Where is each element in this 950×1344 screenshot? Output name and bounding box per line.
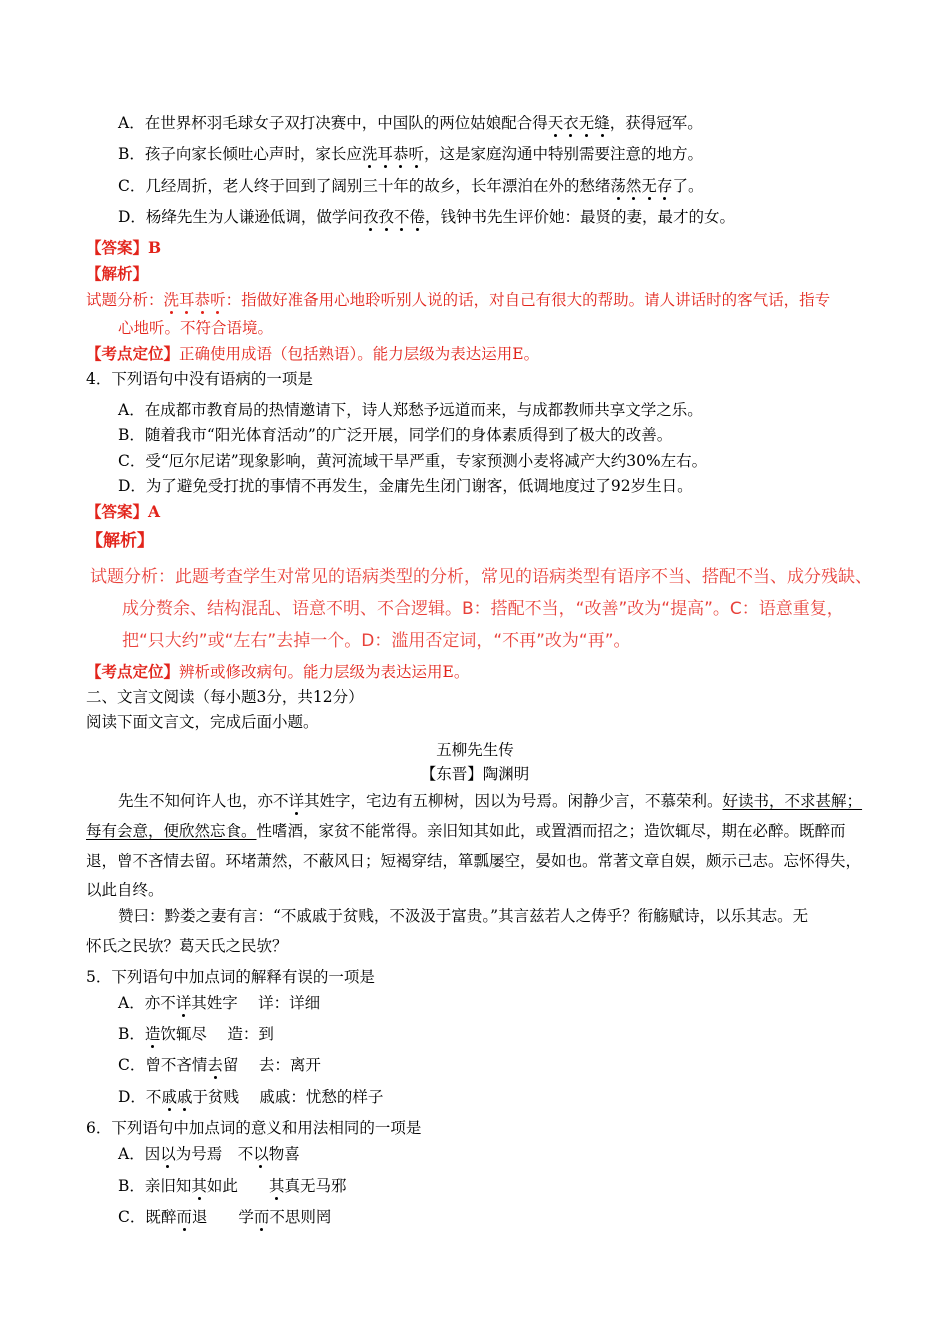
- q4-option-a: A．在成都市教育局的热情邀请下，诗人郑愁予远道而来，与成都教师共享文学之乐。: [118, 401, 703, 419]
- dotted-char: 无: [578, 114, 595, 132]
- q3-answer: 【答案】B: [86, 238, 162, 257]
- q4-option-d: D．为了避免受打扰的事情不再发生，金庸先生闭门谢客，低调地度过了92岁生日。: [118, 477, 693, 495]
- q3-kaodian: 【考点定位】正确使用成语（包括熟语）。能力层级为表达运用E。: [86, 344, 540, 363]
- q3-option-a: A．在世界杯羽毛球女子双打决赛中，中国队的两位姑娘配合得天衣无缝，获得冠军。: [118, 114, 703, 132]
- passage-p1-line4: 以此自终。: [86, 881, 164, 899]
- q3-analysis-label: 【解析】: [86, 264, 149, 283]
- dotted-char: 倦: [409, 208, 425, 226]
- dotted-char: 孜: [362, 208, 379, 226]
- dotted-char: 戚: [176, 1088, 193, 1106]
- q6-option-a: A．因以为号焉 不以物喜: [118, 1145, 300, 1163]
- q5-option-a: A．亦不详其姓字 详：详细: [118, 994, 321, 1012]
- q4-option-b: B．随着我市“阳光体育活动”的广泛开展，同学们的身体素质得到了极大的改善。: [118, 426, 673, 444]
- q5-option-c: C．曾不吝情去留 去：离开: [118, 1056, 321, 1074]
- dotted-char: 恭: [194, 291, 211, 309]
- passage-p1-line3: 退，曾不吝情去留。环堵萧然，不蔽风日；短褐穿结，箪瓢屡空，晏如也。常著文章自娱，颇示己志。忘怀得失，: [86, 852, 862, 870]
- dotted-char: 孜: [378, 208, 394, 226]
- dotted-char: 衣: [563, 114, 579, 132]
- q4-analysis-line2: 成分赘余、结构混乱、语意不明、不合逻辑。B：搭配不当，“改善”改为“提高”。C：语意重复，: [122, 599, 844, 619]
- passage-author: 【东晋】陶渊明: [420, 765, 530, 783]
- dotted-char: 缝: [594, 114, 610, 132]
- passage-p2-line2: 怀氏之民欤？葛天氏之民欤？: [86, 937, 288, 955]
- dotted-idiom: [548, 114, 610, 132]
- dotted-char: 洗: [163, 291, 180, 309]
- q4-analysis-line1: 试题分析：此题考查学生对常见的语病类型的分析，常见的语病类型有语序不当、搭配不当、成分残缺、: [90, 567, 872, 587]
- dotted-char: 荡: [610, 177, 626, 195]
- dotted-char: 听: [408, 145, 424, 163]
- q4-analysis-line3: 把“只大约”或“左右”去掉一个。D：滥用否定词，“不再”改为“再”。: [122, 631, 631, 651]
- dotted-char: 戚: [161, 1088, 177, 1106]
- dotted-idiom: [362, 145, 424, 163]
- q5-option-b: B．造饮辄尽 造：到: [118, 1025, 274, 1043]
- dotted-char: 然: [625, 177, 642, 195]
- dotted-idiom: [164, 291, 226, 309]
- dotted-char: 洗: [361, 145, 378, 163]
- dotted-char: 无: [641, 177, 657, 195]
- dotted-char: 耳: [179, 291, 195, 309]
- q3-analysis-line1: 试题分析：洗耳恭听：指做好准备用心地聆听别人说的话，对自己有很大的帮助。请人讲话时的客气话，指专: [86, 291, 831, 309]
- q4-analysis-label: 【解析】: [86, 531, 154, 551]
- q3-option-d: D．杨绛先生为人谦逊低调，做学问孜孜不倦，钱钟书先生评价她：最贤的妻，最才的女。: [118, 208, 736, 226]
- passage-title: 五柳先生传: [436, 741, 514, 759]
- section2-heading: 二、文言文阅读（每小题3分，共12分）: [86, 688, 364, 706]
- q4-kaodian: 【考点定位】辨析或修改病句。能力层级为表达运用E。: [86, 662, 470, 681]
- q6-option-b: B．亲旧知其如此 其真无马邪: [118, 1177, 347, 1195]
- dotted-idiom: [610, 177, 672, 195]
- dotted-char: 恭: [392, 145, 409, 163]
- q3-option-c: C．几经周折，老人终于回到了阔别三十年的故乡，长年漂泊在外的愁绪荡然无存了。: [118, 177, 704, 195]
- passage-p1-line2: 每有会意，便欣然忘食。性嗜酒，家贫不能常得。亲旧知其如此，或置酒而招之；造饮辄尽，期在必醉。既醉而: [86, 822, 846, 840]
- dotted-char: 天: [547, 114, 564, 132]
- q4-answer: 【答案】A: [86, 502, 161, 521]
- passage-p1-line1: 先生不知何许人也，亦不详其姓字，宅边有五柳树，因以为号焉。闲静少言，不慕荣利。好读书，不求甚解；: [118, 792, 863, 810]
- dotted-word: [161, 1088, 192, 1106]
- q5-stem: 5．下列语句中加点词的解释有误的一项是: [86, 968, 375, 986]
- dotted-char: 听: [210, 291, 226, 309]
- q6-option-c: C．既醉而退 学而不思则罔: [118, 1208, 332, 1226]
- dotted-char: 耳: [377, 145, 393, 163]
- q3-analysis-line2: 心地听。不符合语境。: [118, 319, 274, 337]
- q4-option-c: C．受“厄尔尼诺”现象影响，黄河流域干旱严重，专家预测小麦将减产大约30%左右。: [118, 452, 708, 470]
- q4-stem: 4．下列语句中没有语病的一项是: [86, 370, 313, 388]
- q6-stem: 6．下列语句中加点词的意义和用法相同的一项是: [86, 1119, 422, 1137]
- dotted-char: 存: [656, 177, 673, 195]
- q3-option-b: B．孩子向家长倾吐心声时，家长应洗耳恭听，这是家庭沟通中特别需要注意的地方。: [118, 145, 703, 163]
- q5-option-d: D．不戚戚于贫贱 戚戚：忧愁的样子: [118, 1088, 384, 1106]
- passage-p2-line1: 赞曰：黔娄之妻有言：“不戚戚于贫贱，不汲汲于富贵。”其言兹若人之俦乎？衔觞赋诗，以乐其志。无: [118, 907, 809, 925]
- dotted-idiom: [363, 208, 425, 226]
- dotted-char: 不: [393, 208, 410, 226]
- section2-instruction: 阅读下面文言文，完成后面小题。: [86, 713, 319, 731]
